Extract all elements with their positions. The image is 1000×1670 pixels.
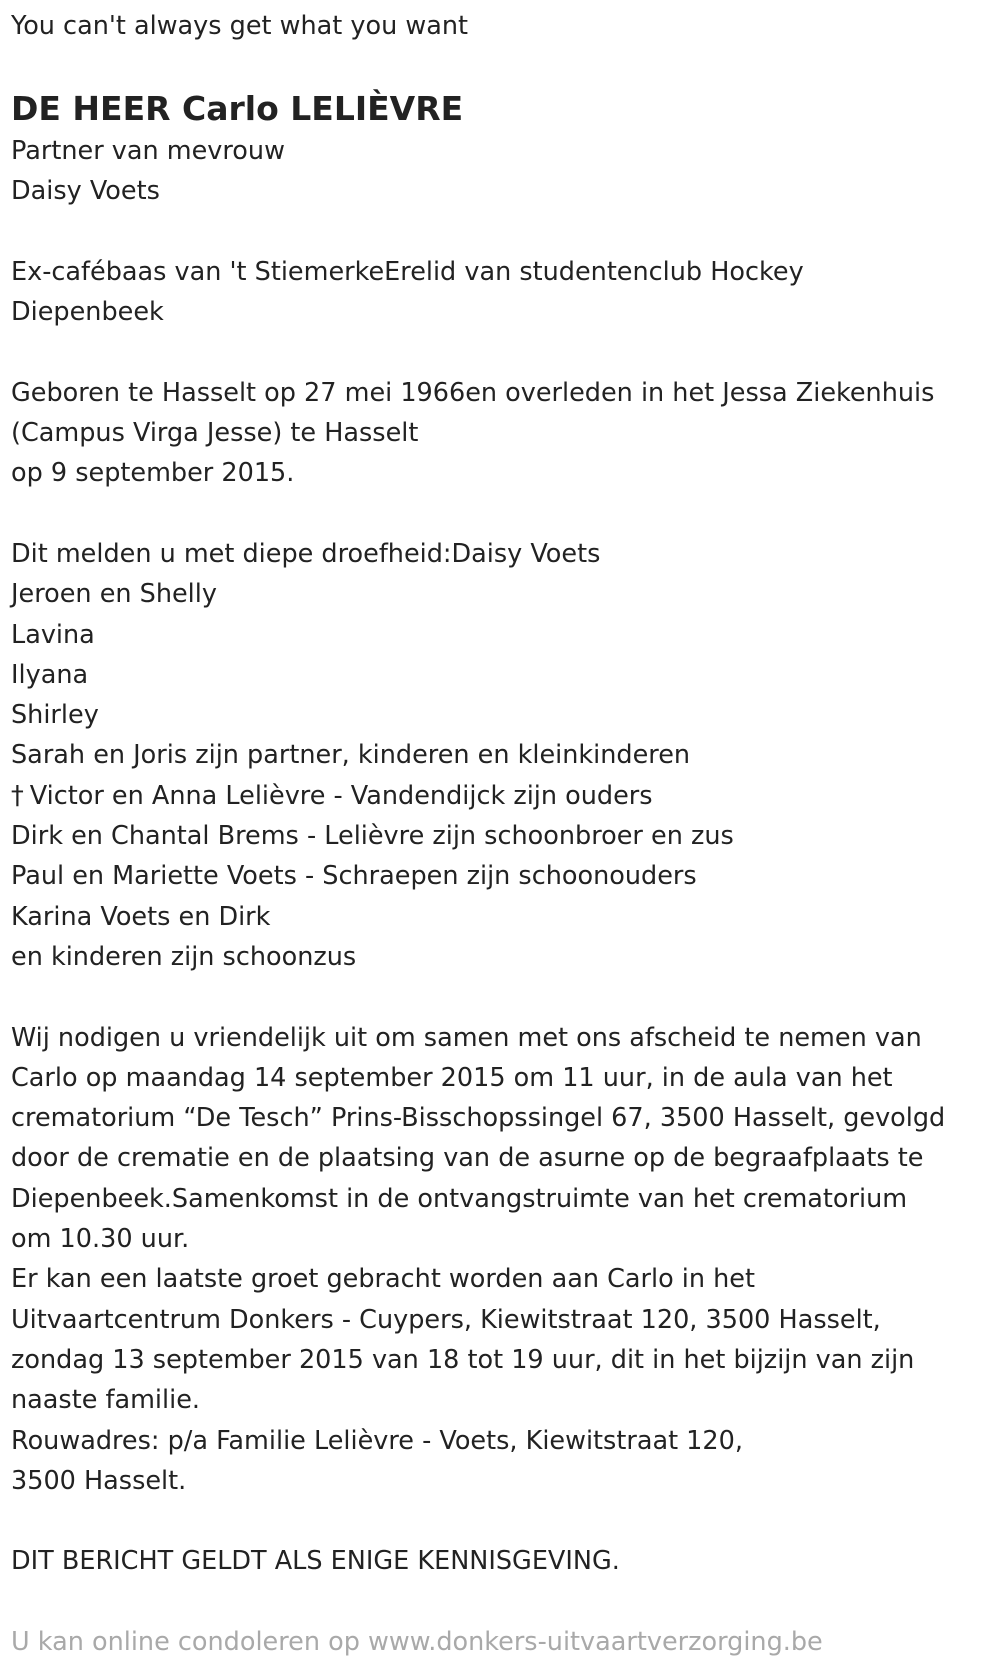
deceased-parents-text: Victor en Anna Lelièvre - Vandendijck zijn ouders: [29, 780, 653, 811]
family-member: Sarah en Joris zijn partner, kinderen en kleinkinderen: [11, 740, 691, 771]
partner-line: Partner van mevrouw: [11, 136, 285, 166]
family-block: [11, 534, 991, 977]
ceremony-line: Diepenbeek.Samenkomst in de ontvangstruimte van het crematorium: [11, 1183, 908, 1214]
paragraph-gap: [11, 212, 991, 252]
deceased-name-title: DE HEER Carlo LELIÈVRE: [11, 89, 464, 128]
ceremony-line: om 10.30 uur.: [11, 1224, 190, 1255]
roles-block: [11, 252, 991, 333]
ceremony-block: [11, 1018, 991, 1502]
family-member: Lavina: [11, 619, 95, 650]
roles-line: Ex-cafébaas van 't StiemerkeErelid van studentenclub Hockey: [11, 256, 804, 287]
family-member: Ilyana: [11, 659, 89, 690]
paragraph-gap: [11, 977, 991, 1017]
cross-icon: †: [11, 780, 24, 811]
birth-death-line: Geboren te Hasselt op 27 mei 1966en overleden in het Jessa Ziekenhuis: [11, 377, 935, 408]
family-member: Jeroen en Shelly: [11, 579, 217, 610]
ceremony-line: naaste familie.: [11, 1385, 200, 1416]
ceremony-line: crematorium “De Tesch” Prins-Bisschopssingel 67, 3500 Hasselt, gevolgd: [11, 1103, 946, 1134]
ceremony-line: Rouwadres: p/a Familie Lelièvre - Voets, Kiewitstraat 120,: [11, 1425, 743, 1456]
ceremony-line: Carlo op maandag 14 september 2015 om 11 uur, in de aula van het: [11, 1062, 893, 1093]
obituary-notice: [11, 8, 991, 1662]
paragraph-gap: [11, 332, 991, 372]
ceremony-line: Uitvaartcentrum Donkers - Cuypers, Kiewitstraat 120, 3500 Hasselt,: [11, 1304, 881, 1335]
roles-line: Diepenbeek: [11, 297, 164, 328]
condolence-footer: U kan online condoleren op www.donkers-uitvaartverzorging.be: [11, 1626, 823, 1657]
family-member: Paul en Mariette Voets - Schraepen zijn schoonouders: [11, 861, 697, 892]
paragraph-gap: [11, 1501, 991, 1541]
birth-death-block: [11, 373, 991, 494]
paragraph-gap: [11, 494, 991, 534]
birth-death-line: op 9 september 2015.: [11, 458, 295, 489]
motto: You can't always get what you want: [11, 11, 468, 41]
paragraph-gap: [11, 1582, 991, 1622]
ceremony-line: Wij nodigen u vriendelijk uit om samen met ons afscheid te nemen van: [11, 1022, 922, 1053]
ceremony-line: door de crematie en de plaatsing van de asurne op de begraafplaats te: [11, 1143, 924, 1174]
ceremony-line: zondag 13 september 2015 van 18 tot 19 uur, dit in het bijzijn van zijn: [11, 1344, 915, 1375]
family-member: en kinderen zijn schoonzus: [11, 941, 357, 972]
partner-block: [11, 131, 991, 212]
family-member: Shirley: [11, 700, 99, 731]
ceremony-line: 3500 Hasselt.: [11, 1465, 187, 1496]
family-member-deceased-parents: [11, 776, 991, 816]
family-member: Dirk en Chantal Brems - Lelièvre zijn schoonbroer en zus: [11, 821, 734, 852]
family-intro: Dit melden u met diepe droefheid:Daisy Voets: [11, 538, 601, 569]
partner-line: Daisy Voets: [11, 176, 160, 207]
birth-death-line: (Campus Virga Jesse) te Hasselt: [11, 418, 419, 449]
ceremony-line: Er kan een laatste groet gebracht worden aan Carlo in het: [11, 1264, 755, 1295]
notice-text: DIT BERICHT GELDT ALS ENIGE KENNISGEVING.: [11, 1546, 620, 1577]
family-member: Karina Voets en Dirk: [11, 901, 271, 932]
